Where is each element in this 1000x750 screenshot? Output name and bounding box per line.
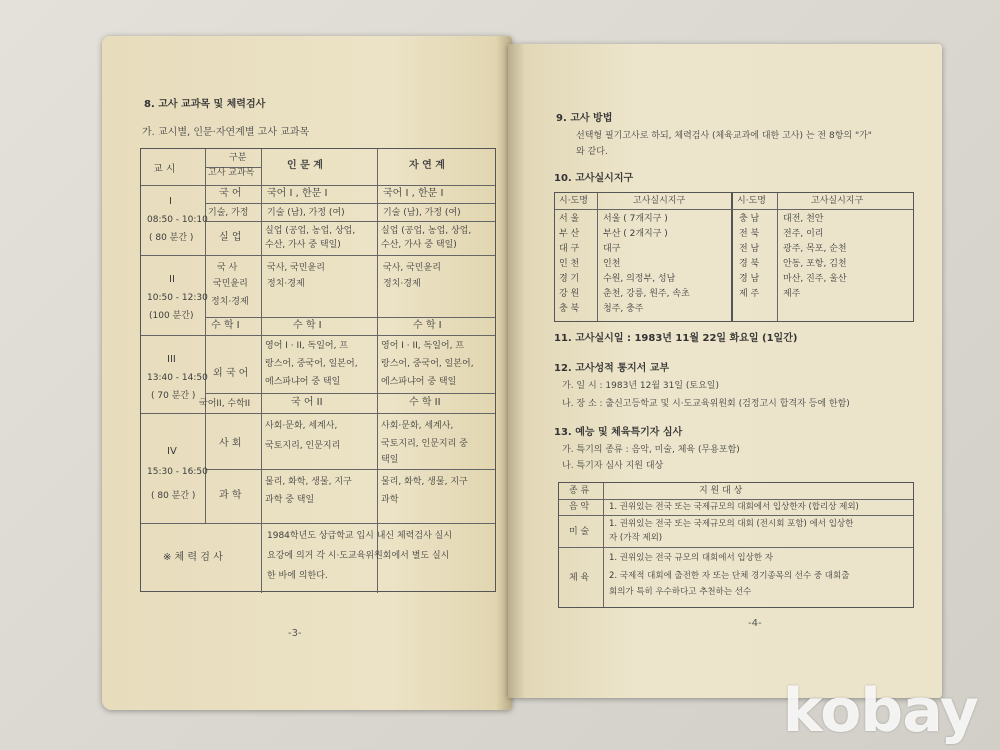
left-page (102, 36, 512, 710)
region-left-district: 서울 ( 7개지구 ) (603, 214, 668, 224)
special-talent-table (558, 482, 914, 608)
row-nat-foreign-2: 랑스어, 중국어, 일본어, (381, 359, 474, 369)
special-art-line-1: 1. 권위있는 전국 또는 국제규모의 대회 (전시회 포함) 에서 입상한 (609, 519, 854, 529)
row-nat-science-2: 과학 (381, 495, 399, 505)
page-number-left: -3- (288, 628, 302, 639)
corner-mid: 고사 교과목 (208, 168, 255, 178)
section-8-subtitle: 가. 교시별, 인문·자연계별 고사 교과목 (142, 127, 310, 138)
row-subject-science: 과 학 (219, 490, 242, 501)
section-9-text-1: 선택형 필기고사로 하되, 체력검사 (체육교과에 대한 고사) 는 전 8항의 "가" (576, 131, 872, 141)
period-1-num: I (169, 196, 172, 207)
region-left-province: 대 구 (559, 244, 580, 254)
row-hum-social-2: 국토지리, 인문지리 (265, 441, 341, 451)
region-left-province: 강 원 (559, 289, 580, 299)
row-hum-foreign-3: 에스파냐어 중 택일 (265, 377, 341, 387)
region-left-province: 서 울 (559, 214, 580, 224)
row-nat-foreign-1: 영어 I · II, 독일어, 프 (381, 341, 465, 351)
right-page (508, 44, 942, 698)
row-nat-math2: 수 학 II (409, 397, 441, 408)
special-header-target: 지 원 대 상 (699, 486, 743, 496)
period-4-duration: ( 80 분간 ) (151, 491, 196, 501)
row-hum-politics: 정치·경제 (267, 279, 305, 289)
row-hum-history: 국사, 국민윤리 (267, 263, 325, 273)
row-nat-politics: 정치·경제 (383, 279, 421, 289)
row-subject-tech: 기술, 가정 (208, 208, 249, 218)
exam-subject-table (140, 148, 496, 592)
row-nat-social-3: 택일 (381, 455, 399, 465)
region-left-district: 인천 (603, 259, 621, 269)
region-right-district: 광주, 목포, 순천 (783, 244, 847, 254)
special-sports-line-1: 1. 권위있는 전국 규모의 대회에서 입상한 자 (609, 553, 773, 563)
row-nat-math1: 수 학 I (413, 320, 442, 331)
row-subject-korean: 국 어 (219, 188, 242, 199)
special-sports-line-2: 2. 국제적 대회에 출전한 자 또는 단체 경기종목의 선수 중 대회출 (609, 571, 850, 581)
region-table (554, 192, 914, 322)
section-9-text-2: 와 같다. (576, 147, 608, 157)
period-4-num: IV (167, 446, 177, 457)
row-hum-math1: 수 학 I (293, 320, 322, 331)
row-subject-ethics: 국민윤리 (213, 279, 248, 289)
row-subject-foreign: 외 국 어 (213, 368, 249, 379)
section-13-a: 가. 특기의 종류 : 음악, 미술, 체육 (무용포함) (562, 445, 740, 455)
corner-left: 교 시 (153, 164, 176, 175)
period-3-num: III (167, 354, 176, 365)
region-left-province: 인 천 (559, 259, 580, 269)
region-header-3: 시·도명 (737, 196, 766, 206)
region-left-province: 경 기 (559, 274, 580, 284)
region-left-district: 대구 (603, 244, 621, 254)
region-right-province: 전 남 (739, 244, 760, 254)
section-8-title: 8. 고사 교과목 및 체력검사 (144, 99, 266, 110)
row-hum-science-2: 과학 중 택일 (265, 495, 315, 505)
section-12-title: 12. 고사성적 통지서 교부 (554, 363, 670, 374)
row-nat-vocation: 실업 (공업, 농업, 상업, (381, 226, 472, 236)
region-left-district: 청주, 충주 (603, 304, 644, 314)
row-hum-korean2: 국 어 II (291, 397, 323, 408)
special-art-line-2: 자 (가작 제외) (609, 533, 663, 543)
section-12-a: 가. 일 시 : 1983년 12월 31일 (토요일) (562, 381, 719, 391)
region-header-2: 고사실시지구 (633, 196, 686, 206)
col-natural: 자 연 계 (409, 160, 445, 171)
special-header-kind: 종 류 (569, 486, 590, 496)
fitness-text-1: 1984학년도 상급학교 입시 내신 체력검사 실시 (267, 531, 453, 541)
region-left-province: 부 산 (559, 229, 580, 239)
special-kind-sports: 체 육 (569, 573, 590, 583)
section-10-title: 10. 고사실시지구 (554, 173, 634, 184)
region-right-province: 경 북 (739, 259, 760, 269)
row-hum-vocation: 실업 (공업, 농업, 상업, (265, 226, 356, 236)
region-header-4: 고사실시지구 (811, 196, 864, 206)
fitness-text-2: 요강에 의거 각 시·도교육위원회에서 별도 실시 (267, 551, 450, 561)
row-nat-vocation-2: 수산, 가사 중 택일) (381, 240, 457, 250)
row-nat-science-1: 물리, 화학, 생물, 지구 (381, 477, 468, 487)
region-right-district: 안동, 포항, 김천 (783, 259, 847, 269)
section-11: 11. 고사실시일 : 1983년 11월 22일 화요일 (1일간) (554, 333, 798, 344)
section-12-b: 나. 장 소 : 출신고등학교 및 시·도교육위원회 (검정고시 합격자 등에 한함) (562, 399, 850, 409)
row-nat-social-1: 사회·문화, 세계사, (381, 421, 454, 431)
special-music-line-1: 1. 권위있는 전국 또는 국제규모의 대회에서 입상한자 (합리상 제외) (609, 502, 859, 512)
special-kind-music: 음 악 (569, 502, 590, 512)
special-kind-art: 미 술 (569, 527, 590, 537)
region-right-province: 제 주 (739, 289, 760, 299)
region-right-district: 대전, 천안 (783, 214, 824, 224)
region-right-province: 충 남 (739, 214, 760, 224)
row-hum-tech: 기술 (남), 가정 (여) (267, 208, 345, 218)
row-subject-math1: 수 학 I (211, 320, 240, 331)
region-left-district: 춘천, 강릉, 원주, 속초 (603, 289, 690, 299)
row-hum-vocation-2: 수산, 가사 중 택일) (265, 240, 341, 250)
fitness-label: ※ 체 력 검 사 (163, 552, 223, 563)
row-subject-social: 사 회 (219, 438, 242, 449)
row-hum-social-1: 사회·문화, 세계사, (265, 421, 338, 431)
region-right-district: 전주, 이리 (783, 229, 824, 239)
row-subject-korean2-math2: 국어II, 수학II (199, 399, 251, 409)
row-nat-korean: 국어 I , 한문 I (383, 188, 444, 199)
period-3-time: 13:40 - 14:50 (147, 373, 208, 383)
period-1-time: 08:50 - 10:10 (147, 215, 208, 225)
period-2-duration: (100 분간) (149, 311, 194, 321)
region-right-district: 마산, 진주, 울산 (783, 274, 847, 284)
col-humanities: 인 문 계 (287, 160, 323, 171)
row-subject-history: 국 사 (217, 263, 238, 273)
period-4-time: 15:30 - 16:50 (147, 467, 208, 477)
section-13-b: 나. 특기자 심사 지원 대상 (562, 461, 664, 471)
period-2-num: II (169, 274, 175, 285)
period-3-duration: ( 70 분간 ) (151, 391, 196, 401)
row-hum-foreign-2: 랑스어, 중국어, 일본어, (265, 359, 358, 369)
row-hum-science-1: 물리, 화학, 생물, 지구 (265, 477, 352, 487)
fitness-text-3: 한 바에 의한다. (267, 571, 328, 581)
row-subject-politics: 정치·경제 (211, 297, 249, 307)
corner-top: 구분 (229, 153, 247, 163)
region-right-district: 제주 (783, 289, 801, 299)
region-left-district: 부산 ( 2개지구 ) (603, 229, 668, 239)
region-left-district: 수원, 의정부, 성남 (603, 274, 676, 284)
region-header-1: 시·도명 (559, 196, 588, 206)
row-nat-tech: 기술 (남), 가정 (여) (383, 208, 461, 218)
row-subject-vocation: 실 업 (219, 232, 242, 243)
section-13-title: 13. 예능 및 체육특기자 심사 (554, 427, 683, 438)
page-number-right: -4- (748, 618, 762, 629)
period-1-duration: ( 80 분간 ) (149, 233, 194, 243)
kobay-watermark-logo: kobay (782, 676, 978, 746)
region-right-province: 전 북 (739, 229, 760, 239)
row-nat-foreign-3: 에스파냐어 중 택일 (381, 377, 457, 387)
row-nat-social-2: 국토지리, 인문지리 중 (381, 439, 468, 449)
row-hum-foreign-1: 영어 I · II, 독일어, 프 (265, 341, 349, 351)
special-sports-line-3: 회의가 특히 우수하다고 추천하는 선수 (609, 587, 752, 597)
region-right-province: 경 남 (739, 274, 760, 284)
row-hum-korean: 국어 I , 한문 I (267, 188, 328, 199)
section-9-title: 9. 고사 방법 (556, 113, 613, 124)
period-2-time: 10:50 - 12:30 (147, 293, 208, 303)
row-nat-history: 국사, 국민윤리 (383, 263, 441, 273)
region-left-province: 충 북 (559, 304, 580, 314)
